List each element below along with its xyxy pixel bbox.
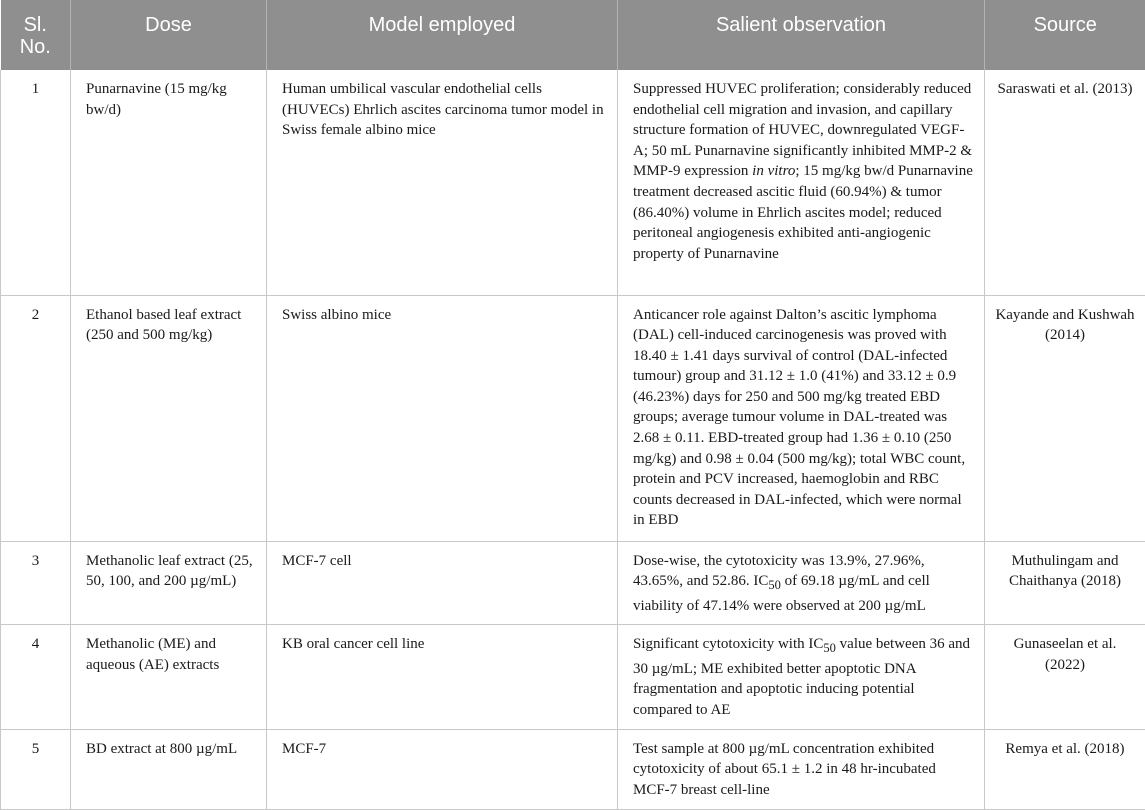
cell-sl-no: 5: [1, 729, 71, 809]
cell-observation: [618, 541, 985, 625]
header-sl-no: Sl. No.: [1, 0, 71, 70]
table-body: [1, 70, 1145, 809]
table-row: [1, 70, 1145, 295]
table-row: [1, 541, 1145, 625]
cell-dose: BD extract at 800 µg/mL: [71, 729, 267, 809]
cell-dose: Ethanol based leaf extract (250 and 500 mg/kg): [71, 295, 267, 541]
cell-source: Saraswati et al. (2013): [985, 70, 1145, 295]
observation-italic-text: in vitro: [752, 163, 795, 179]
cell-sl-no: 2: [1, 295, 71, 541]
observation-text: Dose-wise, the cytotoxicity was 13.9%, 27.96%, 43.65%, and 52.86. IC: [633, 553, 925, 590]
cell-dose: Methanolic leaf extract (25, 50, 100, and 200 µg/mL): [71, 541, 267, 625]
observation-text: Suppressed HUVEC proliferation; considerably reduced endothelial cell migration and invasion, and capillary structure formation of HUVEC, downregulated VEGF-A; 50 mL Punarnavine significantly inhibited MMP-2 & MMP-9 expression: [633, 81, 972, 179]
table-row: [1, 295, 1145, 541]
cell-source: Muthulingam and Chaithanya (2018): [985, 541, 1145, 625]
observation-text: Significant cytotoxicity with IC: [633, 636, 823, 652]
table-header: [1, 0, 1145, 70]
table-row: [1, 729, 1145, 809]
cell-model: MCF-7: [267, 729, 618, 809]
subscript-text: 50: [823, 641, 836, 655]
header-model: Model employed: [267, 0, 618, 70]
header-observation: Salient observation: [618, 0, 985, 70]
cell-dose: Punarnavine (15 mg/kg bw/d): [71, 70, 267, 295]
cell-model: Human umbilical vascular endothelial cells (HUVECs) Ehrlich ascites carcinoma tumor model in Swiss female albino mice: [267, 70, 618, 295]
subscript-text: 50: [768, 578, 781, 592]
table-row: [1, 625, 1145, 729]
cell-source: Remya et al. (2018): [985, 729, 1145, 809]
cell-dose: Methanolic (ME) and aqueous (AE) extracts: [71, 625, 267, 729]
header-row: [1, 0, 1145, 70]
observation-text: of 69.18 µg/mL and cell viability of 47.14% were observed at 200 µg/mL: [633, 573, 930, 614]
cell-sl-no: 4: [1, 625, 71, 729]
cell-observation: [618, 70, 985, 295]
cell-observation: Anticancer role against Dalton’s ascitic lymphoma (DAL) cell-induced carcinogenesis was proved with 18.40 ± 1.41 days survival of control (DAL-infected tumour) group and 31.12 ± 1.0 (41%) and 33.12 ± 0.9 (46.23%) days for 250 and 500 mg/kg treated EBD groups; average tumour volume in DAL-treated was 2.68 ± 0.11. EBD-treated group had 1.36 ± 0.10 (250 mg/kg) and 0.98 ± 0.04 (500 mg/kg); total WBC count, protein and PCV increased, haemoglobin and RBC counts decreased in DAL-infected, which were normal in EBD: [618, 295, 985, 541]
header-dose: Dose: [71, 0, 267, 70]
cell-observation: Test sample at 800 µg/mL concentration exhibited cytotoxicity of about 65.1 ± 1.2 in 48 hr-incubated MCF-7 breast cell-line: [618, 729, 985, 809]
cell-sl-no: 3: [1, 541, 71, 625]
header-source: Source: [985, 0, 1145, 70]
cell-source: Gunaseelan et al. (2022): [985, 625, 1145, 729]
cell-sl-no: 1: [1, 70, 71, 295]
observation-text: value between 36 and 30 µg/mL; ME exhibited better apoptotic DNA fragmentation and apoptotic inducing potential compared to AE: [633, 636, 970, 718]
cell-model: Swiss albino mice: [267, 295, 618, 541]
cell-observation: [618, 625, 985, 729]
cell-model: KB oral cancer cell line: [267, 625, 618, 729]
cell-source: Kayande and Kushwah (2014): [985, 295, 1145, 541]
cell-model: MCF-7 cell: [267, 541, 618, 625]
observation-text: ; 15 mg/kg bw/d Punarnavine treatment decreased ascitic fluid (60.94%) & tumor (86.40%) volume in Ehrlich ascites model; reduced peritoneal angiogenesis exhibited anti-angiogenic property of Punarnavine: [633, 163, 973, 261]
